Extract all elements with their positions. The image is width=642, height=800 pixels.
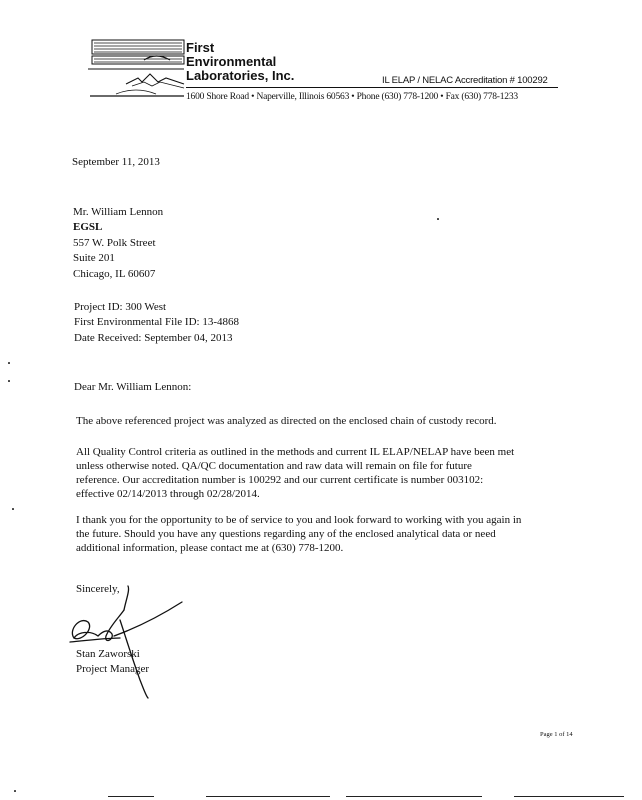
recipient-company: EGSL [73,221,103,233]
paragraph-line: reference. Our accreditation number is 100292 and our current certificate is number 003102: [76,474,484,486]
letter-date: September 11, 2013 [72,156,160,168]
paragraph-line: the future. Should you have any questions regarding any of the enclosed analytical data or need [76,528,496,540]
paragraph-1 [76,414,576,428]
recipient-name: Mr. William Lennon [73,206,164,218]
closing-sincerely: Sincerely, [76,583,120,595]
scan-speck [8,362,10,364]
recipient-street: 557 W. Polk Street [73,237,156,249]
letterhead-divider [186,87,558,88]
scan-speck [8,380,10,382]
recipient-city: Chicago, IL 60607 [73,268,156,280]
date-received: Date Received: September 04, 2013 [74,332,233,344]
paragraph-2 [76,445,576,501]
signature-icon [60,580,190,700]
company-address: 1600 Shore Road • Naperville, Illinois 60563 • Phone (630) 778-1200 • Fax (630) 778-1233 [186,92,518,102]
footer-rule [514,796,624,797]
scan-speck [14,790,16,792]
company-name-line-1: First [186,40,215,55]
company-name-line-2: Environmental [186,54,277,69]
paragraph-3 [76,513,576,555]
signer-title: Project Manager [76,663,149,675]
scan-speck [12,508,14,510]
paragraph-line: The above referenced project was analyzed as directed on the enclosed chain of custody record. [76,415,497,427]
recipient-suite: Suite 201 [73,252,115,264]
signer-name: Stan Zaworski [76,648,140,660]
company-logo-icon [86,36,186,106]
paragraph-line: I thank you for the opportunity to be of service to you and look forward to working with you again in [76,514,522,526]
company-name [186,41,294,83]
scan-speck [437,218,439,220]
paragraph-line: All Quality Control criteria as outlined in the methods and current IL ELAP/NELAP have been met [76,446,515,458]
project-id: Project ID: 300 West [74,301,167,313]
footer-rule [206,796,330,797]
file-id: First Environmental File ID: 13-4868 [74,316,239,328]
page-number: Page 1 of 14 [540,731,573,738]
paragraph-line: unless otherwise noted. QA/QC documentation and raw data will remain on file for future [76,460,472,472]
company-name-line-3: Laboratories, Inc. [186,68,295,83]
salutation: Dear Mr. William Lennon: [74,381,192,393]
paragraph-line: additional information, please contact me at (630) 778-1200. [76,542,344,554]
footer-rule [346,796,482,797]
footer-rule [108,796,154,797]
paragraph-line: effective 02/14/2013 through 02/28/2014. [76,488,260,500]
accreditation-text: IL ELAP / NELAC Accreditation # 100292 [382,75,548,86]
